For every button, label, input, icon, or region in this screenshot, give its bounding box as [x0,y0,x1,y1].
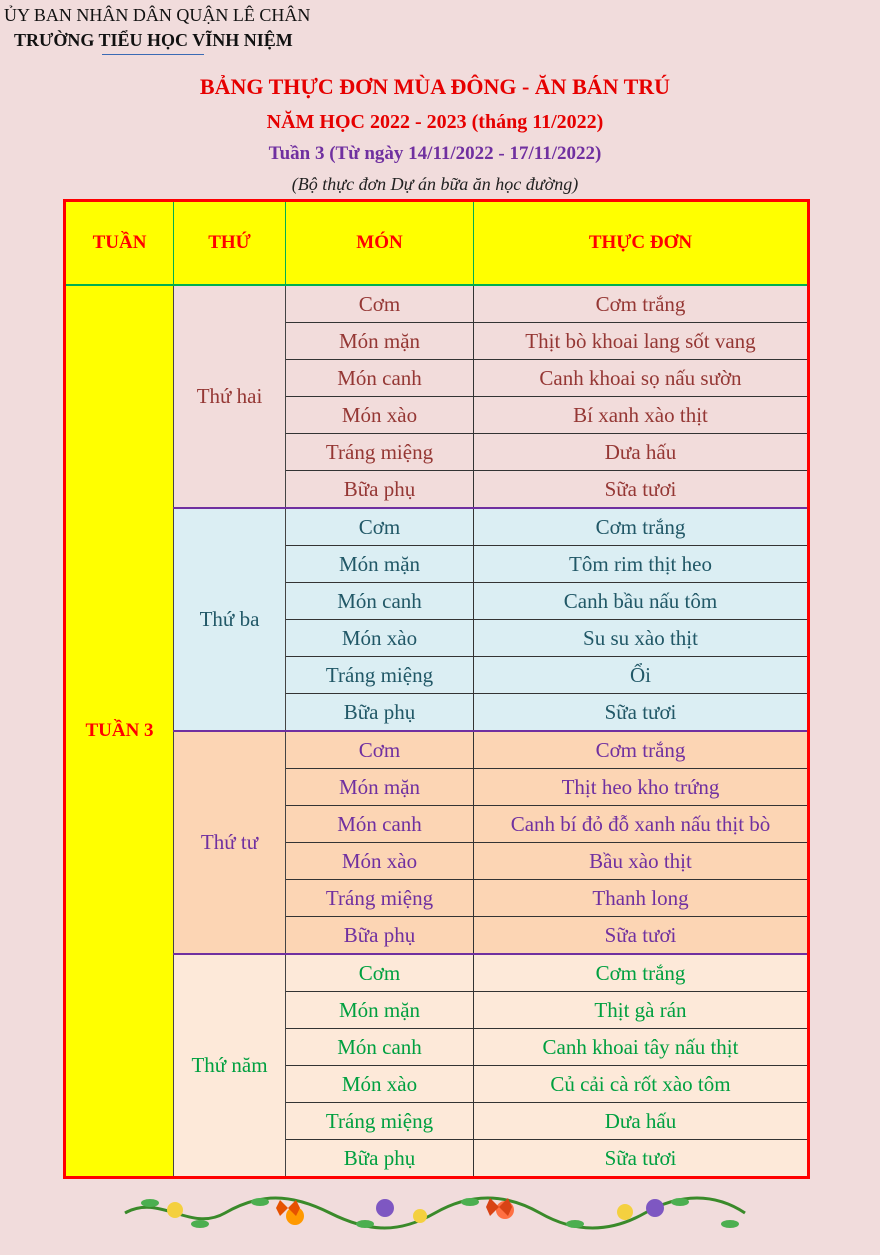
dish-type: Cơm [286,508,474,546]
day-name: Thứ tư [174,731,286,954]
menu-item: Canh khoai sọ nấu sườn [474,360,809,397]
dish-type: Cơm [286,731,474,769]
menu-table [63,199,810,1179]
col-header-week: TUẦN [65,201,174,286]
table-row [65,731,809,769]
dish-type: Món xào [286,620,474,657]
dish-type: Bữa phụ [286,1140,474,1178]
dish-type: Cơm [286,285,474,323]
col-header-dish: MÓN [286,201,474,286]
col-header-menu: THỰC ĐƠN [474,201,809,286]
header-row [65,201,809,286]
dish-type: Tráng miệng [286,880,474,917]
dish-type: Tráng miệng [286,1103,474,1140]
dish-type: Tráng miệng [286,657,474,694]
day-name: Thứ ba [174,508,286,731]
table-row [65,954,809,992]
dish-type: Món xào [286,397,474,434]
week-range: Tuần 3 (Từ ngày 14/11/2022 - 17/11/2022) [268,143,602,164]
dish-type: Món xào [286,1066,474,1103]
flower-vine-border-icon [120,1188,750,1238]
menu-item: Cơm trắng [474,508,809,546]
dish-type: Bữa phụ [286,694,474,732]
menu-item: Thịt gà rán [474,992,809,1029]
menu-item: Thịt heo kho trứng [474,769,809,806]
dish-type: Món canh [286,1029,474,1066]
menu-item: Cơm trắng [474,731,809,769]
school-name: TRƯỜNG TIỂU HỌC VĨNH NIỆM [14,30,293,50]
dish-type: Cơm [286,954,474,992]
dish-type: Bữa phụ [286,471,474,509]
menu-item: Tôm rim thịt heo [474,546,809,583]
menu-title: BẢNG THỰC ĐƠN MÙA ĐÔNG - ĂN BÁN TRÚ [199,74,671,99]
menu-item: Sữa tươi [474,471,809,509]
school-year: NĂM HỌC 2022 - 2023 (tháng 11/2022) [266,111,604,133]
menu-item: Cơm trắng [474,954,809,992]
menu-item: Cơm trắng [474,285,809,323]
menu-item: Sữa tươi [474,917,809,955]
menu-item: Củ cải cà rốt xào tôm [474,1066,809,1103]
org-name: ỦY BAN NHÂN DÂN QUẬN LÊ CHÂN [4,5,311,25]
dish-type: Bữa phụ [286,917,474,955]
menu-item: Thịt bò khoai lang sốt vang [474,323,809,360]
menu-item: Dưa hấu [474,434,809,471]
day-name: Thứ hai [174,285,286,508]
menu-item: Sữa tươi [474,694,809,732]
menu-item: Ổi [474,657,809,694]
menu-body [65,285,809,1178]
table-row [65,508,809,546]
dish-type: Món xào [286,843,474,880]
col-header-day: THỨ [174,201,286,286]
day-name: Thứ năm [174,954,286,1178]
header-underline [102,54,204,55]
dish-type: Món canh [286,806,474,843]
menu-item: Su su xào thịt [474,620,809,657]
menu-item: Bầu xào thịt [474,843,809,880]
menu-item: Bí xanh xào thịt [474,397,809,434]
menu-note: (Bộ thực đơn Dự án bữa ăn học đường) [291,174,579,194]
menu-item: Thanh long [474,880,809,917]
dish-type: Món canh [286,583,474,620]
week-label: TUẦN 3 [65,285,174,1178]
menu-item: Canh bầu nấu tôm [474,583,809,620]
table-row [65,285,809,323]
dish-type: Món mặn [286,769,474,806]
menu-item: Canh khoai tây nấu thịt [474,1029,809,1066]
menu-item: Canh bí đỏ đỗ xanh nấu thịt bò [474,806,809,843]
menu-item: Dưa hấu [474,1103,809,1140]
dish-type: Món canh [286,360,474,397]
menu-item: Sữa tươi [474,1140,809,1178]
dish-type: Món mặn [286,546,474,583]
dish-type: Món mặn [286,323,474,360]
dish-type: Món mặn [286,992,474,1029]
dish-type: Tráng miệng [286,434,474,471]
